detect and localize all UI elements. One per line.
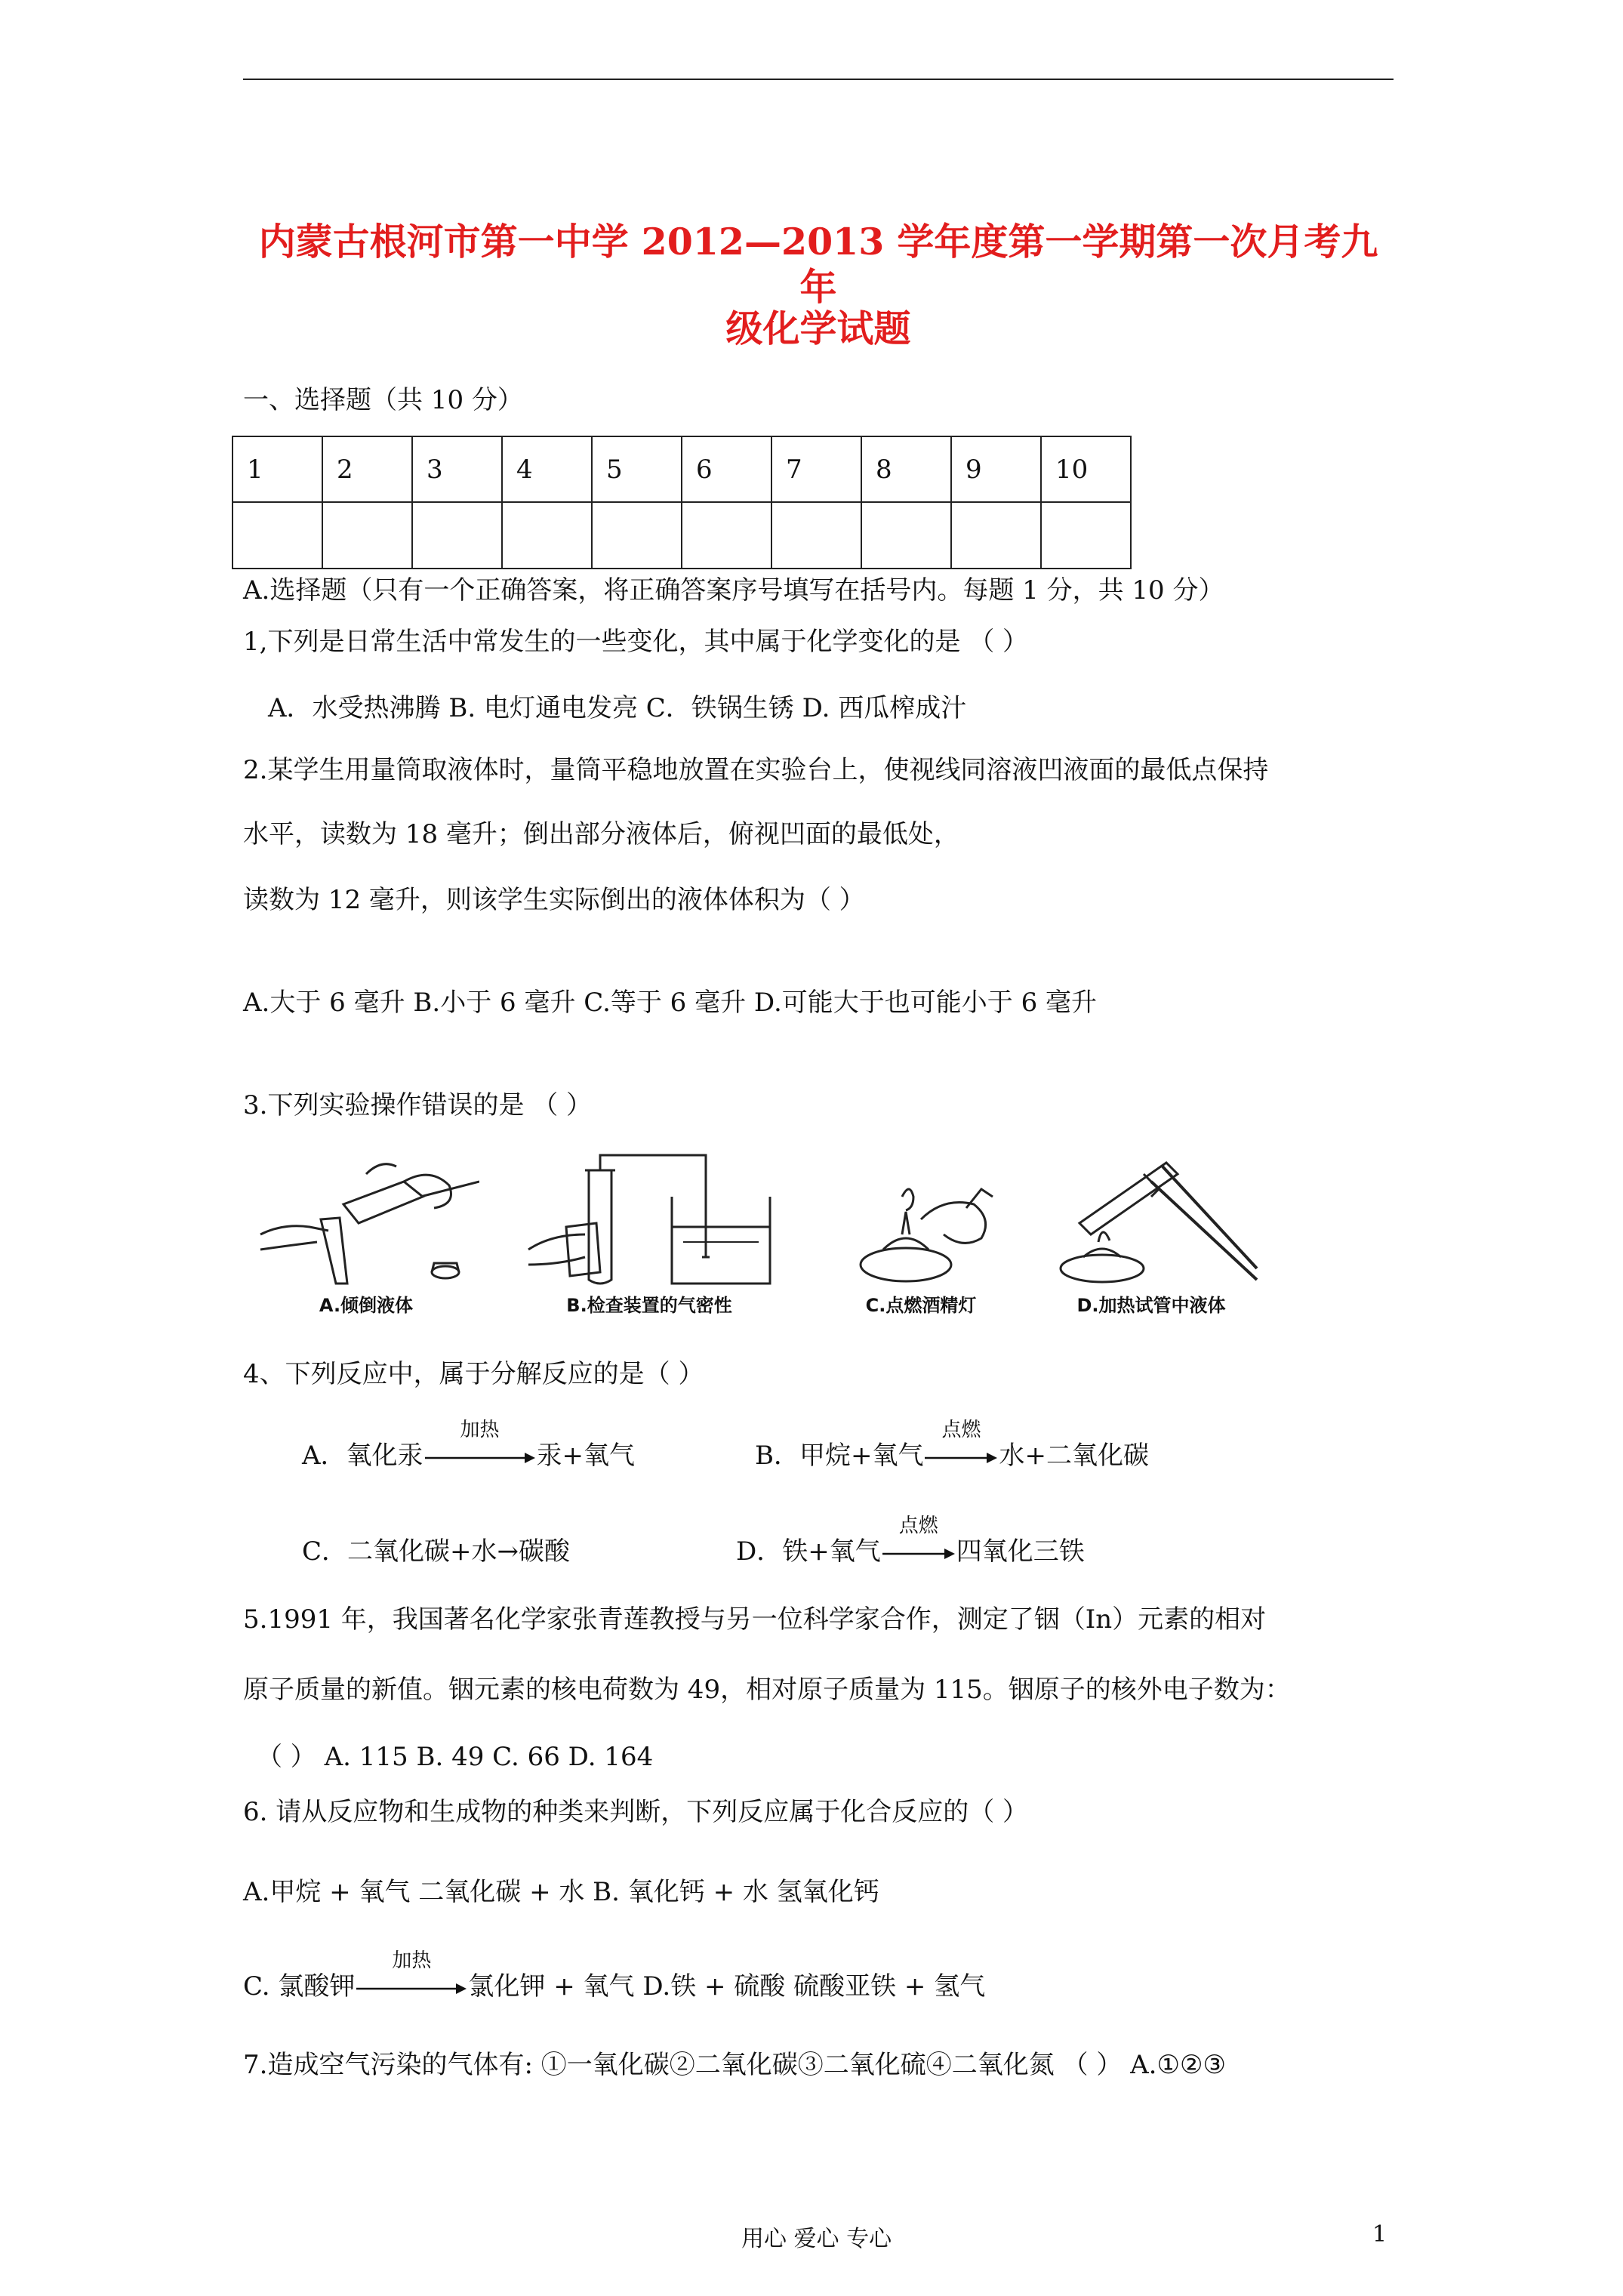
q6-options-cd	[243, 1949, 986, 2003]
alcohol-lamp-illustration	[830, 1151, 1012, 1287]
q1-stem: 1,下列是日常生活中常发生的一些变化，其中属于化学变化的是 （ ）	[243, 627, 1029, 657]
reaction-arrow-icon	[355, 1949, 468, 2003]
pouring-liquid-illustration	[253, 1151, 479, 1287]
q4-c-arrow: →	[497, 1536, 519, 1567]
q5-line1: 5.1991 年，我国著名化学家张青莲教授与另一位科学家合作，测定了铟（In）元素的相对	[243, 1604, 1267, 1635]
q4-option-a	[302, 1419, 636, 1472]
footer-motto: 用心 爱心 专心	[741, 2226, 892, 2252]
q6-c-condition: 加热	[392, 1949, 432, 1972]
figure-caption-a: A.倾倒液体	[319, 1295, 414, 1316]
answer-header-cell: 7	[771, 436, 861, 502]
heating-liquid-illustration	[1038, 1151, 1264, 1287]
page-title-line2: 级化学试题	[725, 307, 911, 350]
q6-c-rest: 氯化钾 + 氧气 D.铁 + 硫酸 硫酸亚铁 + 氢气	[468, 1971, 986, 2002]
answer-blank-cell[interactable]	[233, 502, 322, 569]
answer-header-cell: 3	[412, 436, 502, 502]
q3-stem: 3.下列实验操作错误的是 （ ）	[243, 1090, 593, 1120]
section-a-instruction: A.选择题（只有一个正确答案，将正确答案序号填写在括号内。每题 1 分，共 10 分）	[243, 575, 1224, 606]
figure-airtightness	[521, 1151, 778, 1317]
reaction-arrow-icon	[923, 1419, 999, 1472]
q4-b-reactant: B．甲烷+氧气	[755, 1441, 924, 1471]
figure-pouring-liquid	[253, 1151, 479, 1317]
answer-header-cell: 8	[861, 436, 951, 502]
page-number: 1	[1372, 2221, 1387, 2248]
header-rule	[243, 79, 1394, 80]
answer-header-cell: 9	[951, 436, 1041, 502]
page-title-line1: 内蒙古根河市第一中学 2012—2013 学年度第一学期第一次月考九年	[258, 220, 1378, 309]
q6-options-ab: A.甲烷 + 氧气 二氧化碳 + 水 B. 氧化钙 + 水 氢氧化钙	[243, 1877, 879, 1907]
q4-a-reactant: A．氧化汞	[302, 1441, 423, 1471]
airtightness-illustration	[521, 1151, 778, 1287]
answer-blank-cell[interactable]	[951, 502, 1041, 569]
q4-d-condition: 点燃	[898, 1515, 938, 1537]
figure-alcohol-lamp	[830, 1151, 1012, 1317]
answer-table-blank-row	[233, 502, 1131, 569]
q2-line3: 读数为 12 毫升，则该学生实际倒出的液体体积为（ ）	[243, 885, 865, 915]
figure-caption-d: D.加热试管中液体	[1076, 1295, 1226, 1316]
q4-b-product: 水+二氧化碳	[999, 1441, 1149, 1471]
q4-d-reactant: D．铁+氧气	[736, 1536, 881, 1567]
reaction-arrow-icon	[881, 1515, 956, 1568]
q1-options: A．水受热沸腾 B. 电灯通电发亮 C．铁锅生锈 D. 西瓜榨成汁	[268, 693, 967, 723]
q2-line2: 水平，读数为 18 毫升；倒出部分液体后，俯视凹面的最低处，	[243, 819, 959, 849]
answer-header-cell: 10	[1041, 436, 1131, 502]
q4-c-product: 碳酸	[519, 1536, 571, 1567]
answer-table	[232, 436, 1132, 569]
q6-stem: 6. 请从反应物和生成物的种类来判断，下列反应属于化合反应的（ ）	[243, 1797, 1029, 1827]
q2-options: A.大于 6 毫升 B.小于 6 毫升 C.等于 6 毫升 D.可能大于也可能小于 6 毫升	[243, 988, 1098, 1018]
answer-header-cell: 4	[502, 436, 592, 502]
q4-a-condition: 加热	[460, 1419, 500, 1441]
q6-c-reactant: C. 氯酸钾	[243, 1971, 356, 2002]
q2-line1: 2.某学生用量筒取液体时，量筒平稳地放置在实验台上，使视线同溶液凹液面的最低点保持	[243, 755, 1269, 785]
q7-stem: 7.造成空气污染的气体有: ①一氧化碳②二氧化碳③二氧化硫④二氧化氮 （ ） A.①②③	[243, 2050, 1226, 2080]
answer-blank-cell[interactable]	[502, 502, 592, 569]
figure-heating-liquid	[1038, 1151, 1264, 1317]
answer-blank-cell[interactable]	[1041, 502, 1131, 569]
answer-table-header-row	[233, 436, 1131, 502]
reaction-arrow-icon	[423, 1419, 537, 1472]
answer-blank-cell[interactable]	[682, 502, 771, 569]
q5-line3: （ ） A. 115 B. 49 C. 66 D. 164	[257, 1742, 654, 1772]
q5-line2: 原子质量的新值。铟元素的核电荷数为 49，相对原子质量为 115。铟原子的核外电子数为：	[243, 1675, 1291, 1705]
answer-blank-cell[interactable]	[592, 502, 682, 569]
answer-header-cell: 2	[322, 436, 412, 502]
answer-header-cell: 5	[592, 436, 682, 502]
answer-blank-cell[interactable]	[412, 502, 502, 569]
q4-d-product: 四氧化三铁	[956, 1536, 1085, 1567]
answer-blank-cell[interactable]	[771, 502, 861, 569]
answer-blank-cell[interactable]	[861, 502, 951, 569]
q4-option-d	[736, 1515, 1085, 1568]
q4-stem: 4、下列反应中，属于分解反应的是（ ）	[243, 1359, 704, 1389]
answer-blank-cell[interactable]	[322, 502, 412, 569]
answer-header-cell: 6	[682, 436, 771, 502]
section-heading: 一、选择题（共 10 分）	[243, 385, 523, 415]
figure-caption-b: B.检查装置的气密性	[566, 1295, 732, 1316]
q4-option-b	[755, 1419, 1149, 1472]
figure-caption-c: C.点燃酒精灯	[865, 1295, 977, 1316]
q4-b-condition: 点燃	[941, 1419, 981, 1441]
answer-header-cell: 1	[233, 436, 322, 502]
q4-a-product: 汞+氧气	[536, 1441, 636, 1471]
q4-option-c	[302, 1536, 570, 1567]
q4-c-reactant: C．二氧化碳+水	[302, 1536, 497, 1567]
